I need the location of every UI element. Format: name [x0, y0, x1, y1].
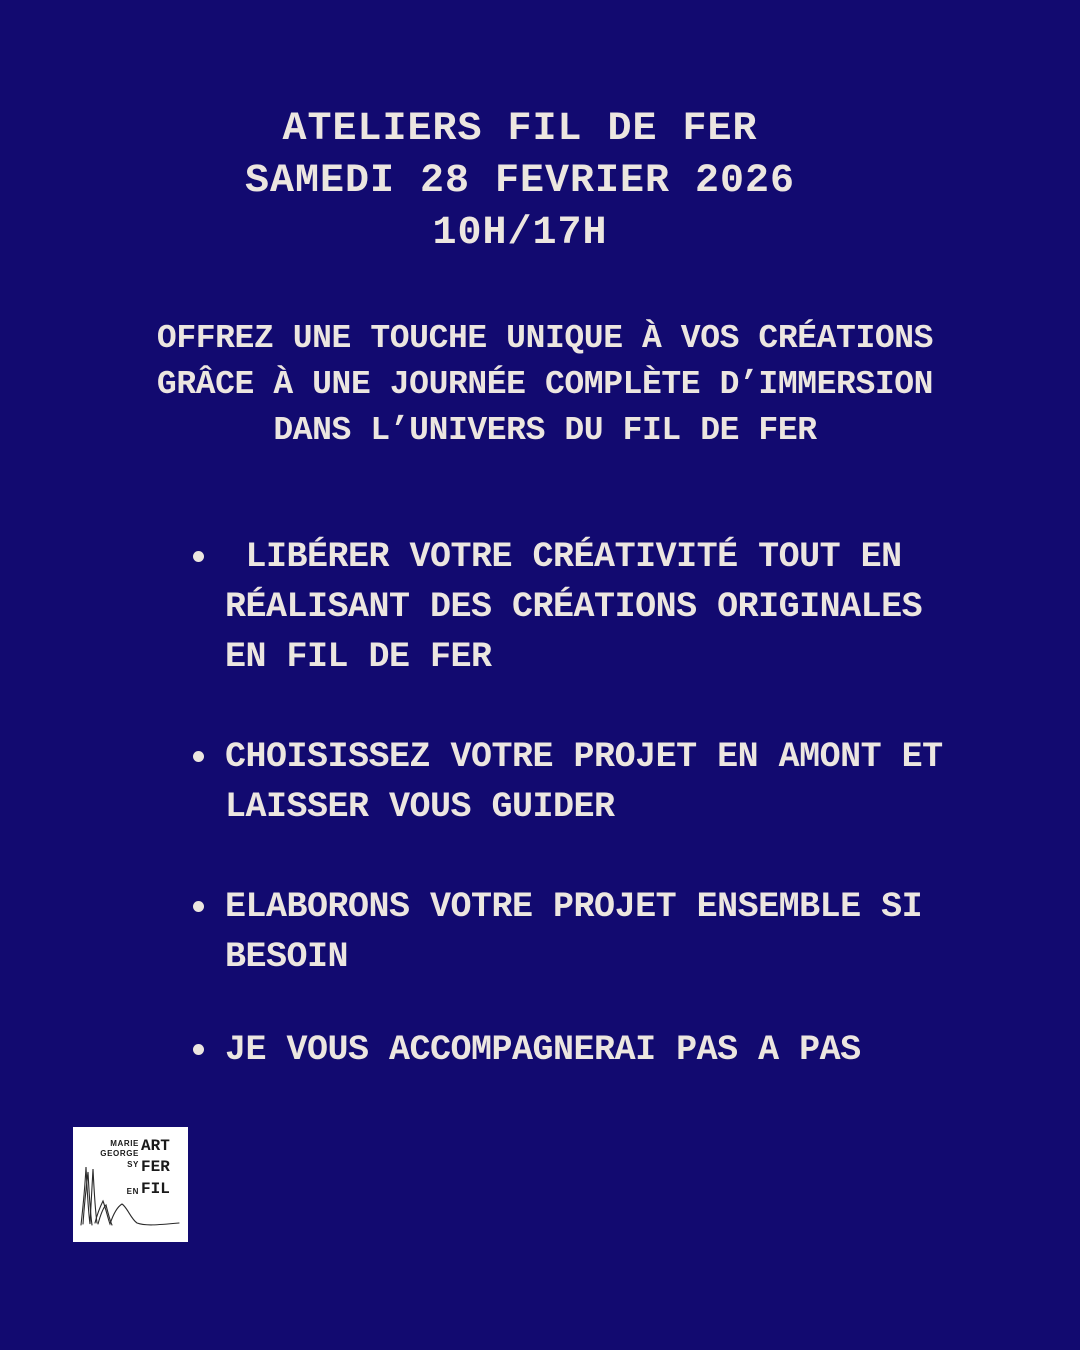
- logo-text-en: EN: [126, 1187, 139, 1196]
- bullet-text: RÉALISANT DES CRÉATIONS ORIGINALES: [225, 587, 923, 627]
- logo-text-marie: MARIE: [110, 1139, 139, 1148]
- logo-text-fil: FIL: [141, 1180, 170, 1198]
- bullet-item-ensemble: [190, 882, 990, 982]
- bullet-dot-icon: [193, 551, 204, 562]
- bullet-text: LAISSER VOUS GUIDER: [225, 787, 615, 827]
- event-date: SAMEDI 28 FEVRIER 2026: [244, 159, 796, 204]
- bullet-item-creativite: [190, 532, 990, 682]
- bullet-text: JE VOUS ACCOMPAGNERAI PAS A PAS: [225, 1030, 861, 1070]
- bullet-dot-icon: [193, 1044, 204, 1055]
- logo-text-sy: SY: [127, 1160, 139, 1169]
- logo-text-george: GEORGE: [100, 1149, 139, 1158]
- bullet-item-accompagnement: [190, 1025, 990, 1075]
- bullet-dot-icon: [193, 901, 204, 912]
- bullet-text: BESOIN: [225, 937, 349, 977]
- bullet-text: LIBÉRER VOTRE CRÉATIVITÉ TOUT EN: [225, 537, 902, 577]
- intro-text: [90, 316, 1000, 454]
- bullet-dot-icon: [193, 751, 204, 762]
- bullet-text: ELABORONS VOTRE PROJET ENSEMBLE SI: [225, 887, 923, 927]
- event-title: ATELIERS FIL DE FER: [282, 107, 758, 152]
- bullet-text: EN FIL DE FER: [225, 637, 492, 677]
- bullet-text: CHOISISSEZ VOTRE PROJET EN AMONT ET: [225, 737, 943, 777]
- logo-text-fer: FER: [141, 1158, 170, 1176]
- brand-logo: [73, 1127, 188, 1242]
- logo-text-art: ART: [141, 1137, 170, 1155]
- intro-line: OFFREZ UNE TOUCHE UNIQUE À VOS CRÉATIONS: [156, 320, 934, 357]
- event-hours: 10H/17H: [432, 211, 608, 256]
- intro-line: GRÂCE À UNE JOURNÉE COMPLÈTE D’IMMERSION: [156, 366, 934, 403]
- intro-line: DANS L’UNIVERS DU FIL DE FER: [273, 412, 817, 449]
- event-header: [0, 104, 1040, 260]
- bullet-item-projet: [190, 732, 990, 832]
